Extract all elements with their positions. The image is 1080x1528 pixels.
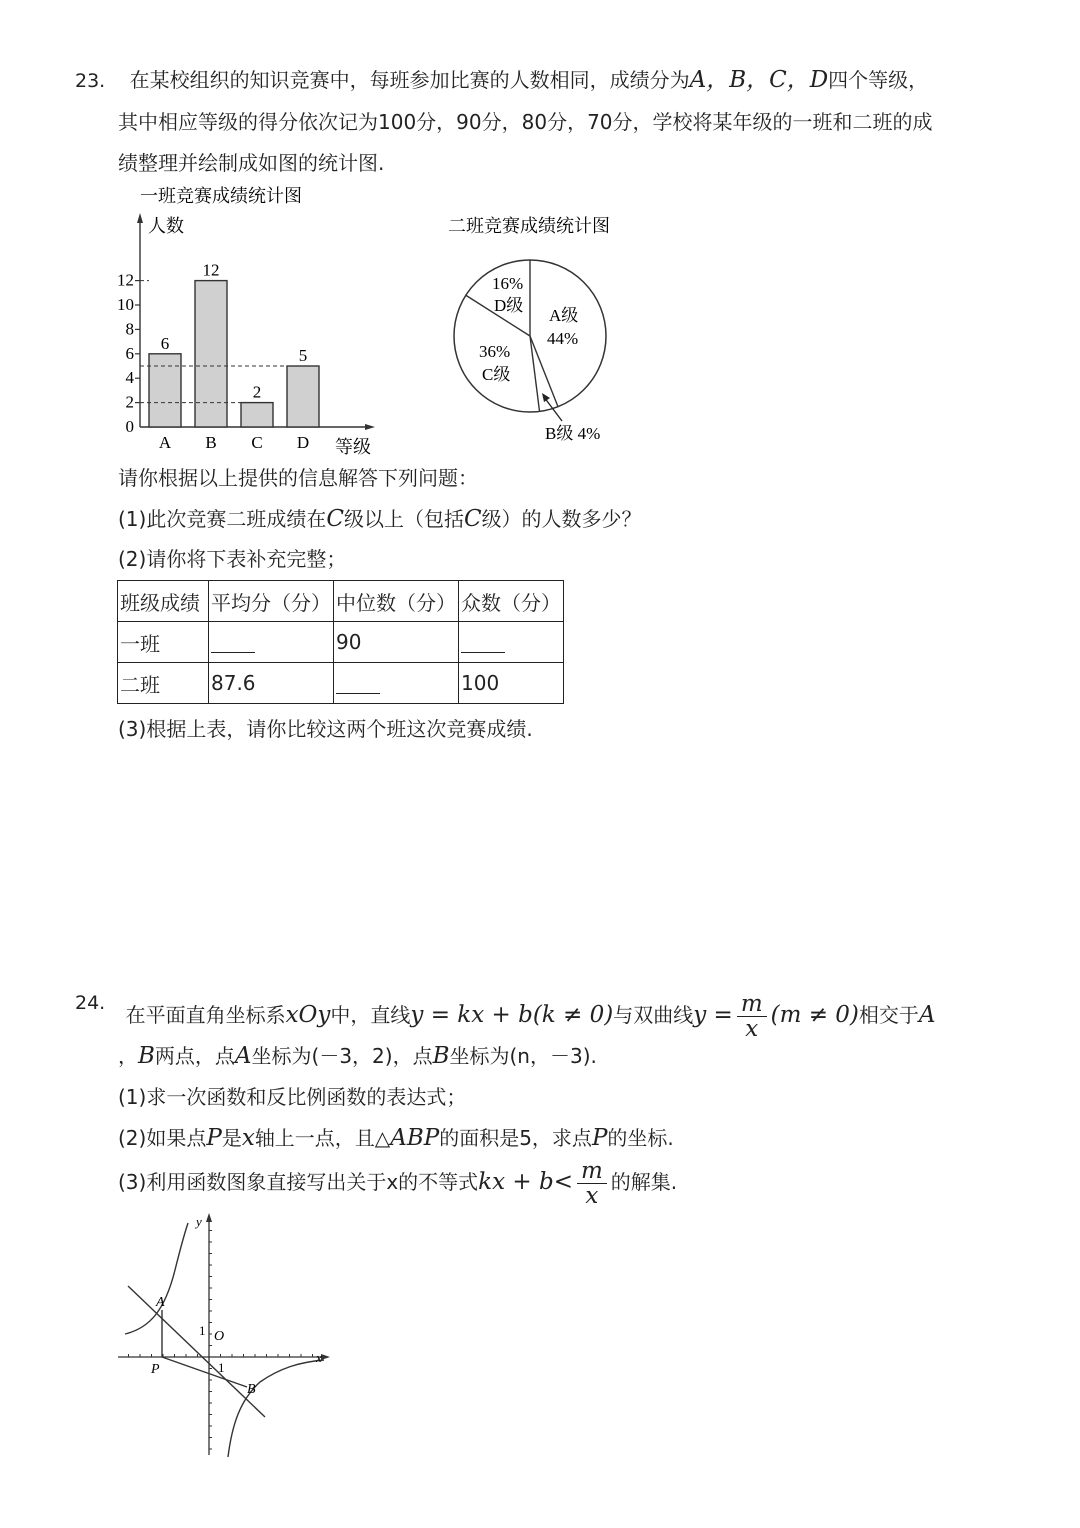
bar-category-label: A (158, 433, 172, 452)
bar-category-label: B (205, 433, 217, 452)
q24-text: 在平面直角坐标系 (125, 1003, 286, 1027)
bar (195, 281, 227, 427)
bar-x-axis-arrow (365, 424, 375, 430)
q24-text: 与双曲线 (613, 1003, 694, 1027)
bar-category-label: D (296, 433, 310, 452)
table-row (118, 622, 564, 663)
label-one-y: 1 (199, 1323, 206, 1338)
q23-grade-letters: A，B，C，D (689, 67, 829, 93)
bar-y-tick-label: 0 (125, 417, 134, 436)
fraction-num: m (577, 1159, 607, 1184)
pie-d-pct: 16% (492, 274, 524, 293)
q24-text: (3)利用函数图象直接写出关于x的不等式 (118, 1170, 479, 1194)
label-y: y (196, 1214, 202, 1229)
q24-math-A: A (918, 1002, 936, 1028)
coordinate-graph (110, 1210, 340, 1460)
table-cell: 87.6 (209, 663, 334, 704)
q24-math-ineq: kx + b< (478, 1169, 573, 1195)
pie-chart-title: 二班竞赛成绩统计图 (448, 216, 610, 236)
q24-text: 两点，点 (154, 1044, 235, 1068)
q24-text: (2)如果点 (118, 1126, 207, 1150)
answer-blank (461, 634, 505, 653)
q23-part1-b: 级以上（包括 (343, 507, 464, 531)
bar (241, 403, 273, 427)
x-axis-arrow (321, 1354, 330, 1360)
segment-PB (162, 1357, 247, 1387)
q23-text-1a: 在某校组织的知识竞赛中，每班参加比赛的人数相同，成绩分为 (129, 68, 690, 92)
q24-math-line-eq: y = kx + b(k ≠ 0) (410, 1002, 614, 1028)
q24-number: 24. (75, 992, 106, 1014)
bar (149, 354, 181, 427)
table-header: 众数（分） (459, 581, 564, 622)
q24-text: 轴上一点，且△ (254, 1126, 391, 1150)
q24-text: 坐标为(n，－3). (449, 1044, 597, 1068)
q24-text: 相交于 (858, 1003, 919, 1027)
bar-value-label: 6 (160, 333, 170, 353)
pie-chart (440, 205, 640, 450)
q24-fraction (577, 1159, 607, 1208)
pie-b-callout: B级 4% (545, 424, 601, 443)
bar-value-label: 12 (202, 260, 220, 280)
q24-text: 是 (221, 1126, 242, 1150)
bar-chart-title: 一班竞赛成绩统计图 (140, 186, 302, 206)
bar-y-tick-label: 12 (117, 270, 134, 290)
fraction-num: m (737, 992, 767, 1017)
bar-category-label: C (251, 433, 263, 452)
q24-text: 的坐标. (607, 1126, 674, 1150)
q24-math-ABP: ABP (390, 1125, 440, 1151)
q23-part1-var: C (326, 506, 344, 532)
bar (287, 366, 319, 427)
q23-text-1b: 四个等级， (828, 68, 929, 92)
answer-blank (211, 634, 255, 653)
q24-text: 中，直线 (330, 1003, 411, 1027)
bar-chart-xlabel: 等级 (335, 437, 371, 457)
q24-text: 坐标为(－3，2)，点 (251, 1044, 433, 1068)
q24-text: ， (118, 1044, 138, 1068)
table-cell-blank (209, 622, 334, 663)
q24-text: 的解集. (610, 1170, 678, 1194)
q24-math-B: B (138, 1043, 155, 1069)
table-header: 中位数（分） (334, 581, 459, 622)
q23-part1-c: 级）的人数多少？ (481, 507, 642, 531)
fraction-den: x (745, 1016, 759, 1042)
q24-math-P: P (206, 1125, 222, 1151)
table-cell: 90 (334, 622, 459, 663)
table-cell-blank (334, 663, 459, 704)
y-axis-arrow (206, 1213, 212, 1222)
label-O: O (214, 1329, 225, 1344)
q24-line2 (118, 1042, 597, 1070)
bar-chart (110, 180, 400, 465)
pie-c-label: C级 (482, 365, 511, 384)
pie-d-label: D级 (494, 296, 524, 315)
straight-line (128, 1286, 265, 1417)
bar-value-label: 2 (252, 382, 262, 402)
table-header: 班级成绩 (118, 581, 209, 622)
table-row (118, 663, 564, 704)
q24-fraction (737, 992, 767, 1041)
q24-text: 的面积是5，求点 (439, 1126, 592, 1150)
bar-chart-ylabel: 人数 (148, 216, 184, 236)
q24-math-x: x (241, 1125, 255, 1151)
q24-part3 (118, 1157, 677, 1208)
bar-y-tick-label: 4 (125, 368, 134, 388)
q24-line1 (75, 990, 936, 1041)
q24-math-cond: (m ≠ 0) (770, 1002, 859, 1028)
bar-value-label: 5 (298, 346, 308, 365)
label-B: B (247, 1382, 256, 1397)
label-x: x (316, 1350, 322, 1365)
label-P: P (151, 1362, 160, 1377)
q23-line1 (75, 66, 928, 95)
fraction-den: x (585, 1183, 599, 1209)
label-A: A (156, 1295, 165, 1310)
table-cell: 100 (459, 663, 564, 704)
bar-y-tick-label: 10 (117, 295, 134, 314)
q24-math-A: A (234, 1043, 252, 1069)
bar-y-tick-label: 8 (125, 319, 134, 339)
q24-part2 (118, 1124, 674, 1152)
q24-math-B: B (432, 1043, 450, 1069)
q23-line3: 绩整理并绘制成如图的统计图. (118, 151, 385, 175)
q23-intro: 请你根据以上提供的信息解答下列问题： (118, 466, 478, 490)
label-one-x: 1 (218, 1360, 225, 1375)
hyperbola-branch-left (125, 1223, 188, 1334)
bar-y-axis-arrow (137, 213, 143, 223)
pie-chart-plot (454, 260, 606, 412)
bar-chart-plot (117, 213, 375, 452)
q23-table (117, 580, 564, 704)
pie-c-pct: 36% (479, 342, 511, 361)
pie-a-pct: 44% (547, 329, 579, 348)
table-header-row (118, 581, 564, 622)
table-header: 平均分（分） (209, 581, 334, 622)
q24-math-P: P (591, 1125, 608, 1151)
q24-math-y: y = (693, 1002, 733, 1028)
q23-part3: (3)根据上表，请你比较这两个班这次竞赛成绩. (118, 717, 533, 741)
q23-number: 23. (75, 70, 106, 92)
q23-line2: 其中相应等级的得分依次记为100分，90分，80分，70分，学校将某年级的一班和二班的成 (118, 110, 933, 134)
answer-blank (336, 675, 380, 694)
bar-y-tick-label: 2 (125, 392, 134, 412)
pie-a-label: A级 (549, 306, 579, 325)
table-cell: 一班 (118, 622, 209, 663)
bar-y-tick-label: 6 (125, 343, 134, 363)
q24-math-xoy: xOy (285, 1002, 331, 1028)
q23-part1 (118, 505, 642, 533)
q24-part1: (1)求一次函数和反比例函数的表达式； (118, 1085, 467, 1109)
table-cell: 二班 (118, 663, 209, 704)
hyperbola-branch-right (228, 1360, 324, 1457)
q23-part1-a: (1)此次竞赛二班成绩在 (118, 507, 327, 531)
table-cell-blank (459, 622, 564, 663)
q23-part1-var2: C (463, 506, 482, 532)
q23-part2: (2)请你将下表补充完整； (118, 547, 347, 571)
